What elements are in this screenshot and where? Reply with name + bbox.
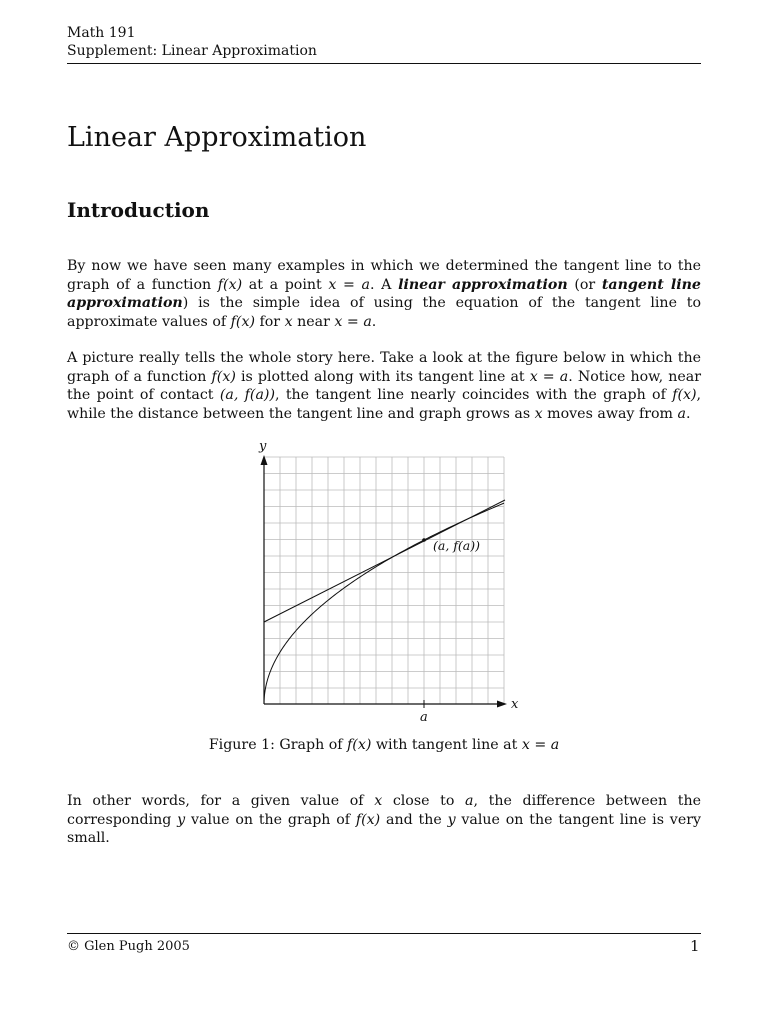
intro-paragraph: By now we have seen many examples in which we determined the tangent line to the graph of a function f(x) at a point x = a. A linear approximation (or tangent line approximation) is the simple idea of using the equation of the tangent line to approximate values of f(x) for x near x = a.	[67, 258, 701, 330]
tangent-line	[264, 500, 505, 622]
figure-tangent-graph	[0, 430, 768, 730]
y-axis-arrowhead	[261, 455, 268, 465]
x-axis-arrowhead	[497, 701, 507, 708]
a-label: a	[420, 710, 428, 725]
page-header	[67, 24, 701, 60]
point-of-tangency	[422, 538, 426, 542]
page-number: 1	[690, 937, 700, 955]
footer-rule	[67, 933, 701, 934]
header-rule	[67, 63, 701, 64]
page-title: Linear Approximation	[67, 122, 367, 153]
y-axis-label: y	[259, 439, 267, 454]
course-name: Math 191	[67, 25, 136, 41]
figure-caption: Figure 1: Graph of f(x) with tangent line at x = a	[208, 737, 560, 753]
x-axis-label: x	[511, 697, 519, 712]
graph-grid	[264, 457, 504, 704]
header-subtitle: Supplement: Linear Approximation	[67, 43, 317, 59]
term-tangent-line-approximation: tangent line approximation	[67, 276, 701, 312]
section-heading: Introduction	[67, 198, 210, 222]
footer-copyright: © Glen Pugh 2005	[67, 939, 190, 954]
picture-paragraph: A picture really tells the whole story here. Take a look at the figure below in which the graph of a function f(x) is plotted along with its tangent line at x = a. Notice how, near the point of contact (a, f(a)), the tangent line nearly coincides with the graph of f(x), while the distance between the tangent line and graph grows as x moves away from a.	[67, 350, 702, 422]
term-linear-approximation: linear approximation	[398, 276, 568, 293]
graph-svg	[0, 430, 768, 730]
point-label: (a, f(a))	[433, 538, 480, 553]
conclusion-paragraph: In other words, for a given value of x close to a, the difference between the corresponding y value on the graph of f(x) and the y value on the tangent line is very small.	[67, 793, 702, 847]
